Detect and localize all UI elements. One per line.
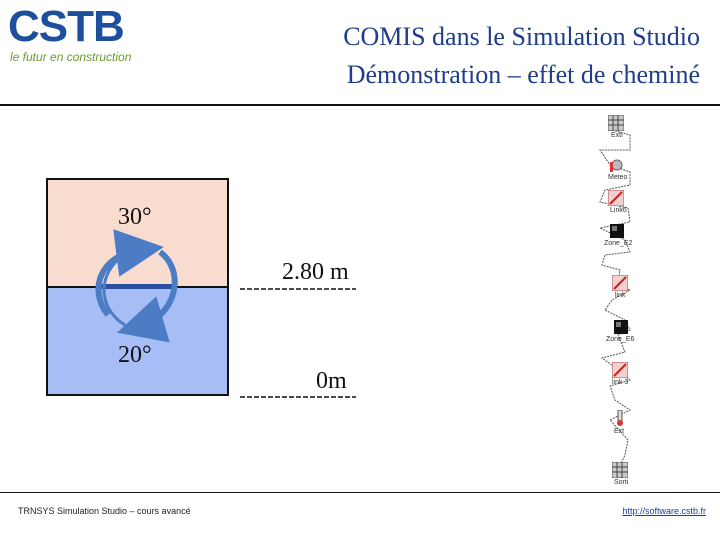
upper-temperature: 30° xyxy=(118,204,152,230)
logo-text: CSTB xyxy=(8,2,124,51)
title-line-2: Démonstration – effet de cheminé xyxy=(346,60,700,89)
weather-icon[interactable] xyxy=(608,157,624,173)
component-label: Zone_E6 xyxy=(606,336,635,343)
floor-slab xyxy=(100,284,172,289)
grid-icon[interactable] xyxy=(612,462,628,478)
component-label: Exti xyxy=(611,132,623,139)
zone-icon[interactable] xyxy=(610,224,626,240)
logo-tagline: le futur en construction xyxy=(10,50,132,64)
height-label-bottom: 0m xyxy=(316,368,347,394)
thermometer-icon[interactable] xyxy=(614,410,630,426)
zone-icon[interactable] xyxy=(614,320,630,336)
component-label: Sorti xyxy=(614,479,629,486)
component-label: Zone_E2 xyxy=(604,240,633,247)
grid-icon[interactable] xyxy=(608,115,624,131)
component-label: link xyxy=(615,292,626,299)
height-label-top: 2.80 m xyxy=(282,259,349,285)
component-label: Link6 xyxy=(610,207,627,214)
bottom-divider xyxy=(0,492,720,493)
component-label: Meteo xyxy=(608,174,628,181)
footer-link[interactable]: http://software.cstb.fr xyxy=(622,506,706,516)
footer-course: TRNSYS Simulation Studio – cours avancé xyxy=(18,506,191,516)
upper-zone xyxy=(47,179,228,287)
lower-temperature: 20° xyxy=(118,342,152,368)
component-label: link 3 xyxy=(612,379,629,386)
link-icon[interactable] xyxy=(612,275,628,291)
link-icon[interactable] xyxy=(612,362,628,378)
lower-zone xyxy=(47,287,228,395)
link-icon[interactable] xyxy=(608,190,624,206)
title-line-1: COMIS dans le Simulation Studio xyxy=(343,22,700,51)
component-label: Ext xyxy=(614,428,625,435)
